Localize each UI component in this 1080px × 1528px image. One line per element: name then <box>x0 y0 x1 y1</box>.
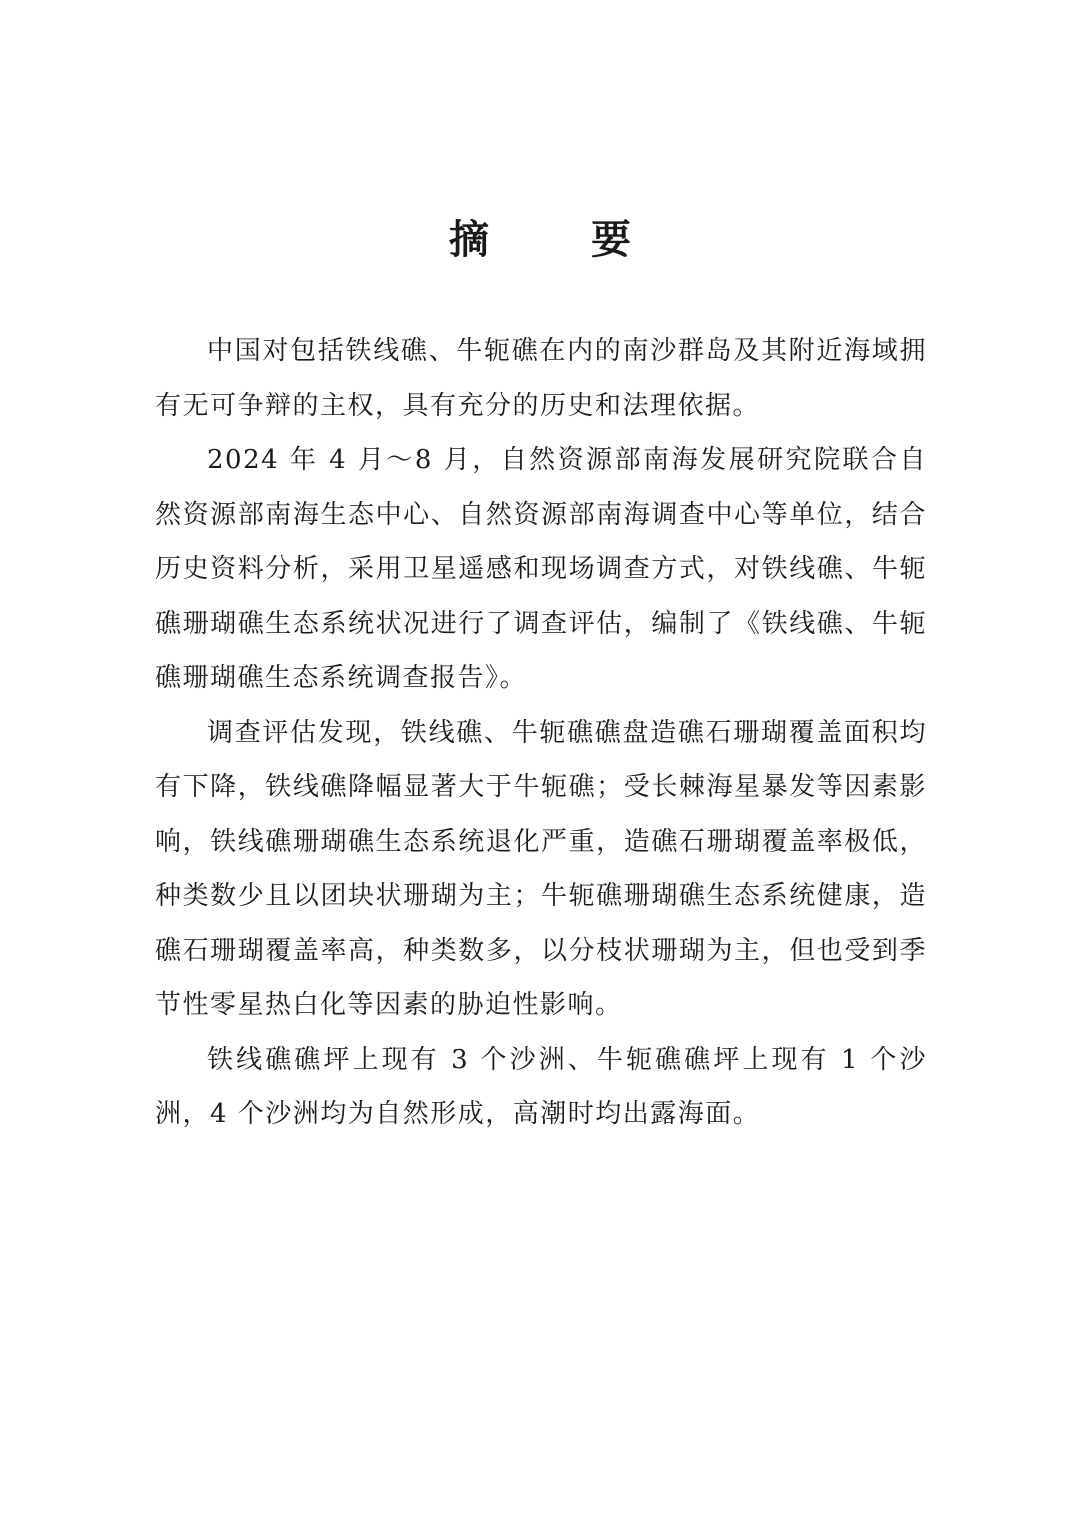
page-title: 摘 要 <box>449 216 675 263</box>
paragraph-survey-overview: 2024 年 4 月～8 月，自然资源部南海发展研究院联合自然资源部南海生态中心、自然资源部南海调查中心等单位，结合历史资料分析，采用卫星遥感和现场调查方式，对铁线礁、牛轭礁珊瑚礁生态系统状况进行了调查评估，编制了《铁线礁、牛轭礁珊瑚礁生态系统调查报告》。 <box>155 445 927 693</box>
abstract-body <box>155 324 927 1142</box>
paragraph-findings: 调查评估发现，铁线礁、牛轭礁礁盘造礁石珊瑚覆盖面积均有下降，铁线礁降幅显著大于牛轭礁；受长棘海星暴发等因素影响，铁线礁珊瑚礁生态系统退化严重，造礁石珊瑚覆盖率极低，种类数少且以团块状珊瑚为主；牛轭礁珊瑚礁生态系统健康，造礁石珊瑚覆盖率高，种类数多，以分枝状珊瑚为主，但也受到季节性零星热白化等因素的胁迫性影响。 <box>155 717 927 1020</box>
paragraph-sovereignty: 中国对包括铁线礁、牛轭礁在内的南沙群岛及其附近海域拥有无可争辩的主权，具有充分的历史和法理依据。 <box>155 336 927 421</box>
paragraph-sandbanks: 铁线礁礁坪上现有 3 个沙洲、牛轭礁礁坪上现有 1 个沙洲，4 个沙洲均为自然形成，高潮时均出露海面。 <box>155 1044 927 1129</box>
